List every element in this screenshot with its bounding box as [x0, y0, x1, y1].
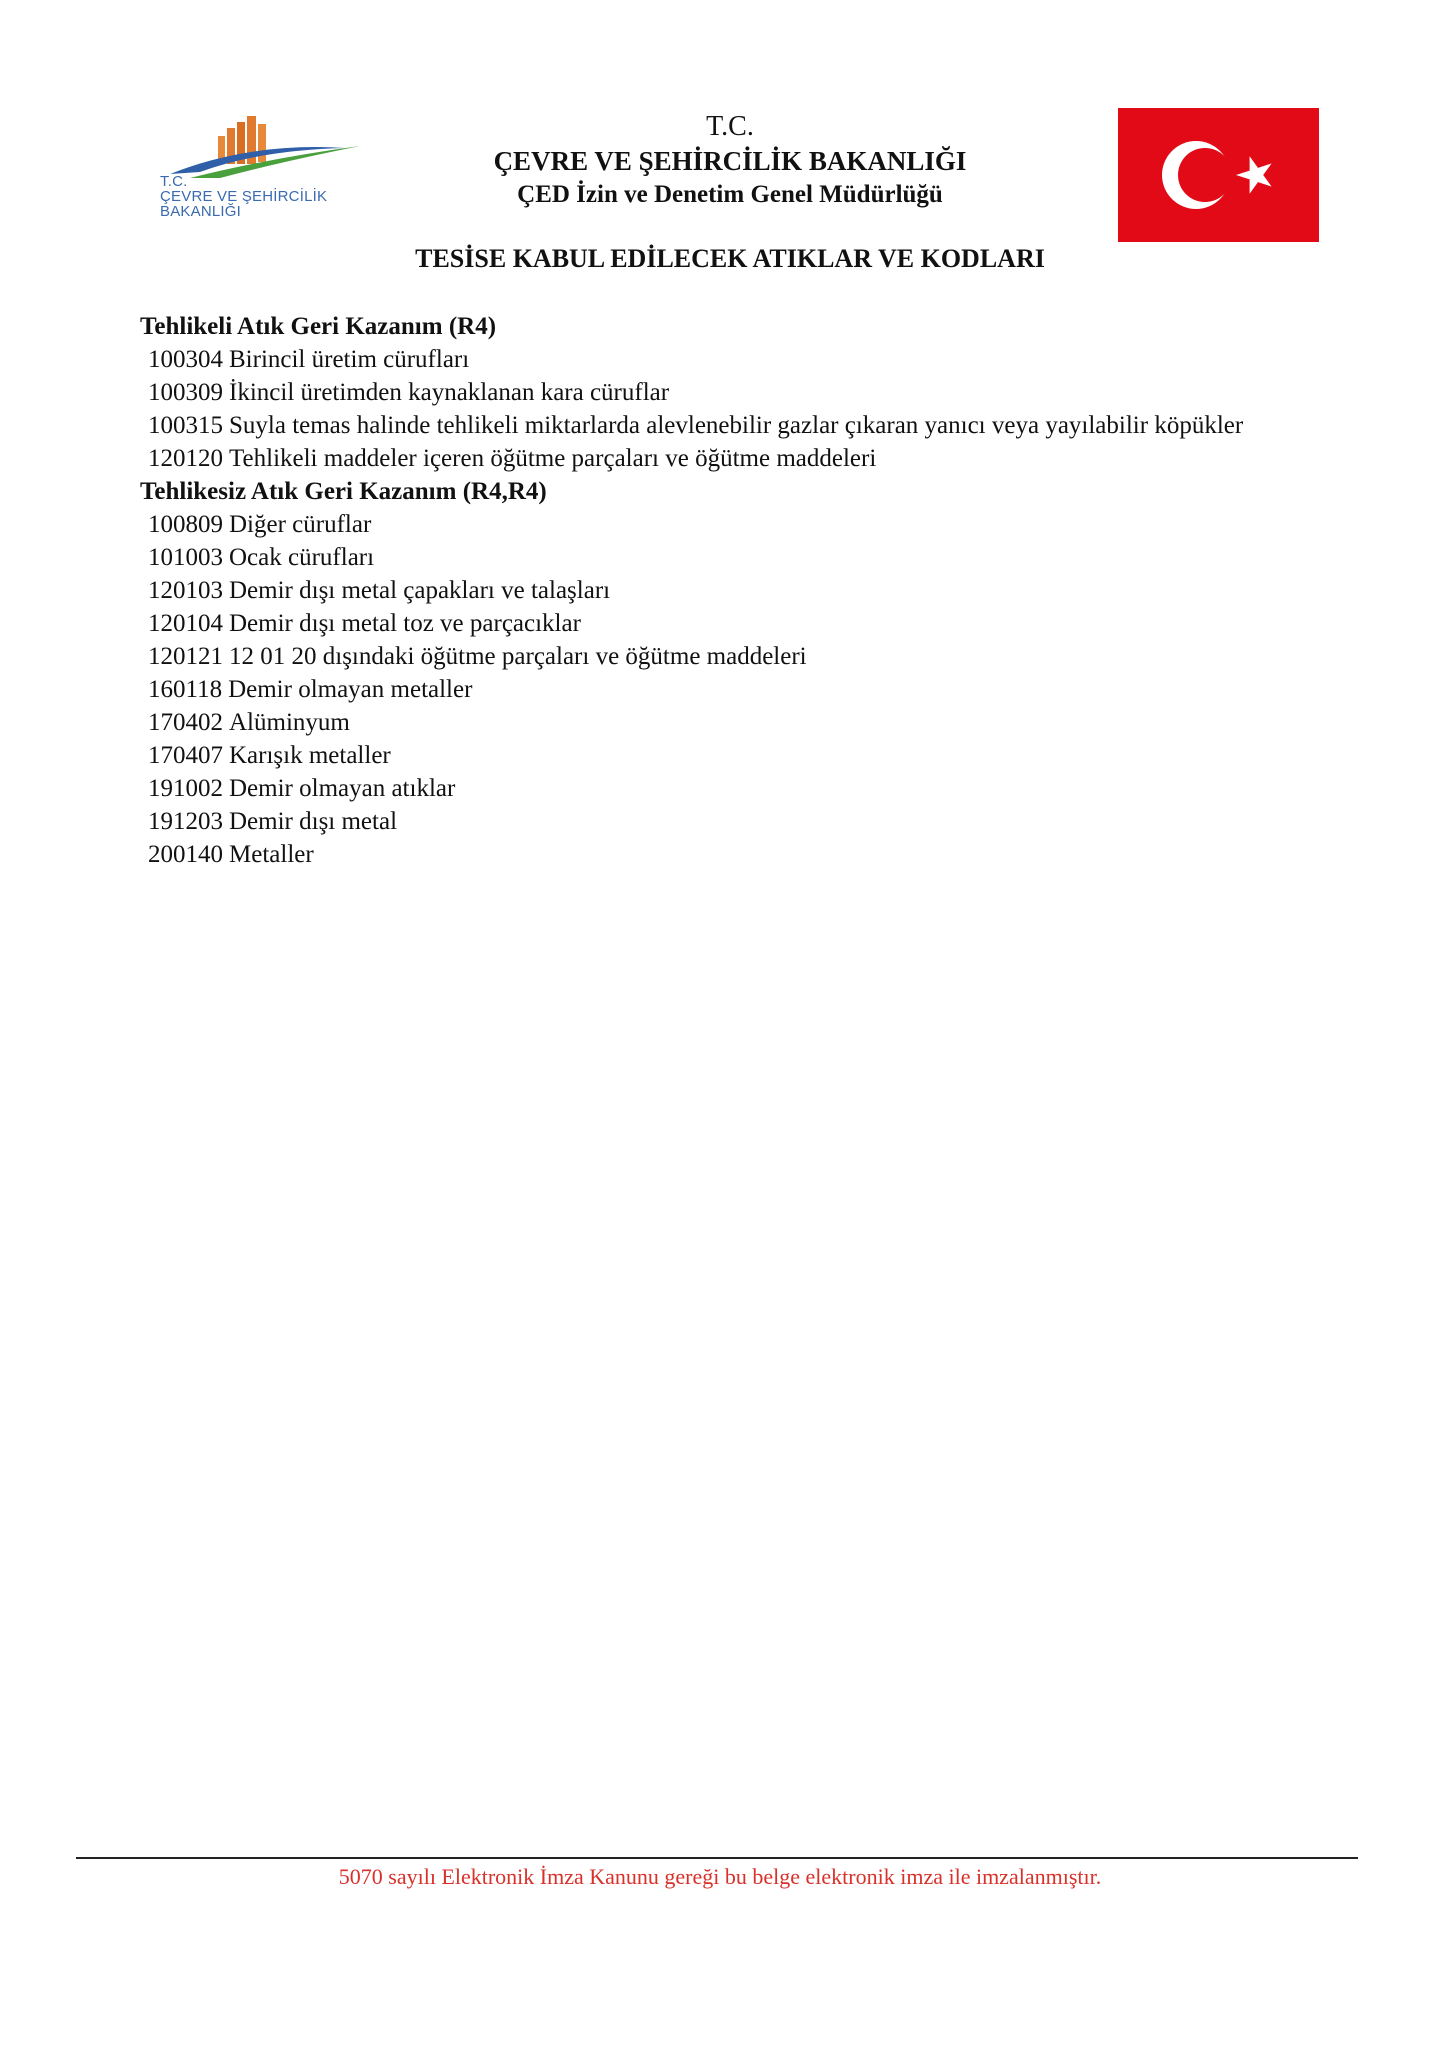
- logo-line-2: ÇEVRE VE ŞEHİRCİLİK: [160, 188, 328, 205]
- logo-line-3: BAKANLIĞI: [160, 203, 241, 220]
- waste-description: Metaller: [229, 841, 314, 868]
- header-tc: T.C.: [706, 111, 754, 142]
- section-title-hazardous: Tehlikeli Atık Geri Kazanım (R4): [140, 313, 497, 340]
- waste-code: 101003: [148, 544, 223, 571]
- waste-description: Alüminyum: [229, 709, 350, 736]
- waste-description: Suyla temas halinde tehlikeli miktarlarda alevlenebilir gazlar çıkaran yanıcı veya yayılabilir köpükler: [229, 412, 1244, 439]
- document-header: [440, 110, 1020, 212]
- waste-description: Demir olmayan metaller: [228, 676, 473, 703]
- ministry-logo: [160, 112, 360, 232]
- list-item: [140, 772, 1300, 805]
- waste-description: Demir dışı metal toz ve parçacıklar: [229, 610, 581, 637]
- list-item: [140, 706, 1300, 739]
- waste-code-list: [140, 310, 1300, 871]
- waste-description: Tehlikeli maddeler içeren öğütme parçaları ve öğütme maddeleri: [229, 445, 877, 472]
- list-item: [140, 673, 1300, 706]
- e-signature-notice: 5070 sayılı Elektronik İmza Kanunu gereği bu belge elektronik imza ile imzalanmıştır.: [338, 1864, 1102, 1889]
- footer-divider: [76, 1857, 1358, 1859]
- list-item: [140, 574, 1300, 607]
- waste-description: Demir dışı metal: [229, 808, 398, 835]
- waste-code: 160118: [148, 676, 223, 703]
- waste-description: Ocak cürufları: [229, 544, 375, 571]
- list-item: [140, 409, 1300, 442]
- logo-line-1: T.C.: [160, 173, 188, 190]
- waste-code: 120121: [148, 643, 223, 670]
- list-item: [140, 805, 1300, 838]
- waste-description: Birincil üretim cürufları: [229, 346, 470, 373]
- section-title-nonhazardous: Tehlikesiz Atık Geri Kazanım (R4,R4): [140, 478, 547, 505]
- list-item: [140, 376, 1300, 409]
- list-item: [140, 607, 1300, 640]
- waste-code: 120104: [148, 610, 223, 637]
- waste-code: 100309: [148, 379, 223, 406]
- waste-code: 191203: [148, 808, 223, 835]
- list-item: [140, 343, 1300, 376]
- waste-description: İkincil üretimden kaynaklanan kara cüruflar: [229, 379, 670, 406]
- crescent-star-icon: [1118, 108, 1319, 242]
- waste-description: Demir dışı metal çapakları ve talaşları: [229, 577, 611, 604]
- waste-description: Diğer cüruflar: [229, 511, 372, 538]
- turkish-flag: [1118, 108, 1319, 242]
- waste-description: Demir olmayan atıklar: [229, 775, 456, 802]
- waste-code: 120120: [148, 445, 223, 472]
- list-item: [140, 640, 1300, 673]
- waste-description: Karışık metaller: [229, 742, 391, 769]
- list-item: [140, 838, 1300, 871]
- waste-code: 191002: [148, 775, 223, 802]
- list-item: [140, 739, 1300, 772]
- waste-description: 12 01 20 dışındaki öğütme parçaları ve öğütme maddeleri: [229, 643, 807, 670]
- waste-code: 100315: [148, 412, 223, 439]
- header-directorate: ÇED İzin ve Denetim Genel Müdürlüğü: [517, 181, 943, 208]
- waste-code: 170402: [148, 709, 223, 736]
- document-title: TESİSE KABUL EDİLECEK ATIKLAR VE KODLARI: [415, 244, 1045, 273]
- header-ministry: ÇEVRE VE ŞEHİRCİLİK BAKANLIĞI: [493, 146, 967, 176]
- list-item: [140, 442, 1300, 475]
- ministry-logo-graphic: [160, 112, 360, 182]
- waste-code: 100304: [148, 346, 223, 373]
- list-item: [140, 508, 1300, 541]
- waste-code: 170407: [148, 742, 223, 769]
- logo-caption: [160, 174, 327, 219]
- waste-code: 120103: [148, 577, 223, 604]
- list-item: [140, 541, 1300, 574]
- waste-code: 100809: [148, 511, 223, 538]
- waste-code: 200140: [148, 841, 223, 868]
